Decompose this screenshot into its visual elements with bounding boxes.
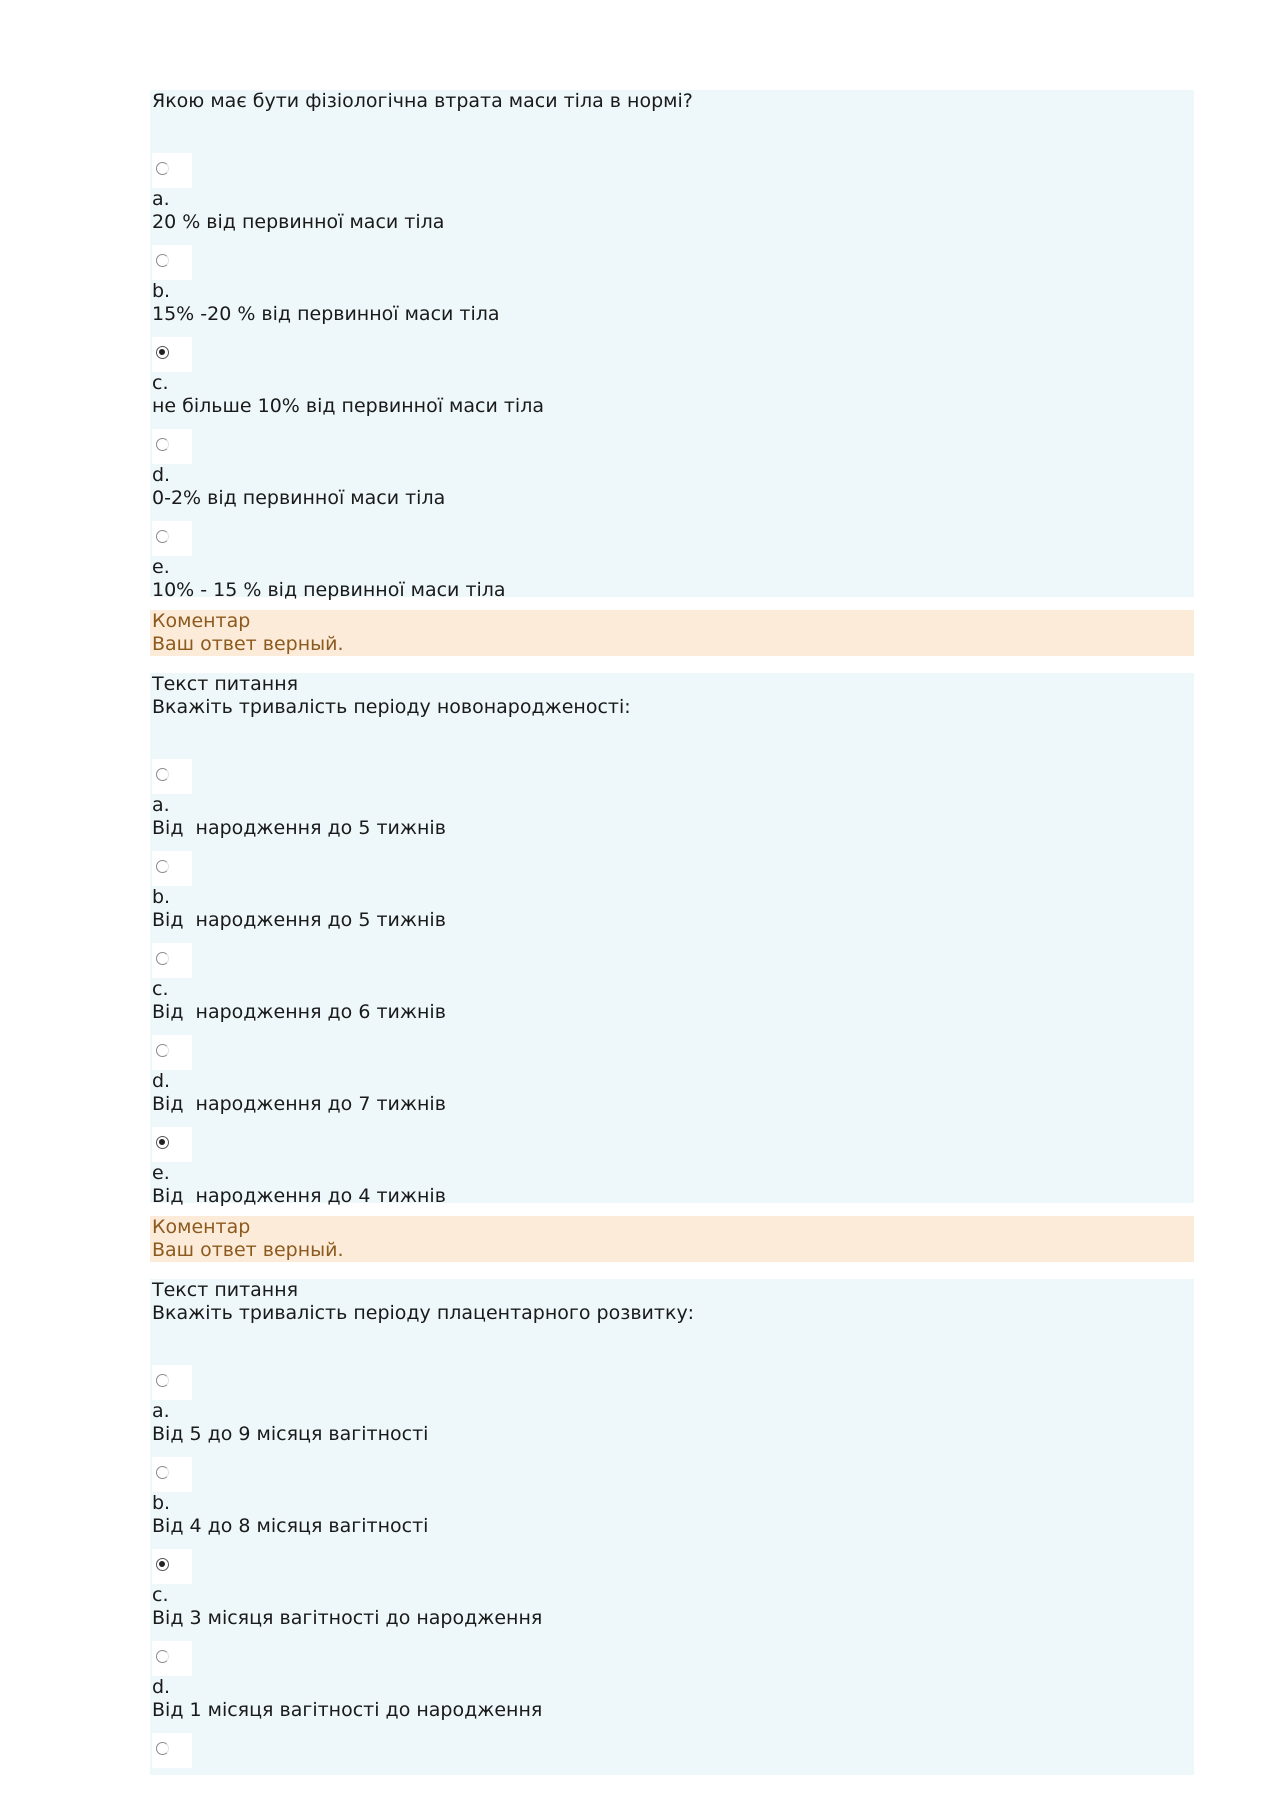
radio-container[interactable] (152, 1457, 192, 1492)
answer-option[interactable] (152, 1325, 1194, 1445)
answer-text: Від народження до 4 тижнів (152, 1185, 446, 1207)
answer-option[interactable] (152, 205, 1194, 325)
answer-option[interactable] (152, 1601, 1194, 1721)
answer-option[interactable] (152, 481, 1194, 601)
answer-letter: b. (152, 1492, 171, 1514)
answer-option[interactable] (152, 297, 1194, 417)
radio-button-selected[interactable] (156, 1558, 169, 1571)
radio-container[interactable] (152, 429, 192, 464)
radio-container[interactable] (152, 851, 192, 886)
answer-option[interactable] (152, 903, 1194, 1023)
feedback-comment (150, 1216, 1194, 1262)
radio-container[interactable] (152, 1733, 192, 1768)
answer-option[interactable] (152, 389, 1194, 509)
question-block-1 (150, 90, 1194, 601)
radio-container[interactable] (152, 759, 192, 794)
radio-container[interactable] (152, 337, 192, 372)
quiz-review-page (150, 90, 1194, 1775)
answer-text: Від 4 до 8 місяця вагітності (152, 1515, 429, 1537)
radio-container[interactable] (152, 1365, 192, 1400)
radio-button[interactable] (156, 1742, 169, 1755)
radio-container[interactable] (152, 1035, 192, 1070)
question-text: Вкажіть тривалість періоду плацентарного розвитку: (152, 1302, 695, 1324)
comment-label: Коментар (152, 610, 251, 632)
radio-button-selected[interactable] (156, 1136, 169, 1149)
comment-label: Коментар (152, 1216, 251, 1238)
radio-container[interactable] (152, 521, 192, 556)
answer-letter: d. (152, 1676, 171, 1698)
feedback-comment (150, 610, 1194, 656)
answer-text: Від народження до 5 тижнів (152, 909, 446, 931)
radio-container[interactable] (152, 153, 192, 188)
radio-button-selected[interactable] (156, 346, 169, 359)
answer-text: не більше 10% від первинної маси тіла (152, 395, 544, 417)
radio-button[interactable] (156, 254, 169, 267)
radio-button[interactable] (156, 530, 169, 543)
answer-text: 20 % від первинної маси тіла (152, 211, 445, 233)
radio-container[interactable] (152, 943, 192, 978)
answer-letter: b. (152, 280, 171, 302)
answer-letter: a. (152, 794, 170, 816)
answer-letter: c. (152, 978, 169, 1000)
answer-text: Від народження до 5 тижнів (152, 817, 446, 839)
question-block-2 (150, 673, 1194, 1207)
answer-letter: e. (152, 556, 170, 578)
radio-button[interactable] (156, 438, 169, 451)
radio-container[interactable] (152, 245, 192, 280)
answer-option[interactable] (152, 1509, 1194, 1629)
radio-button[interactable] (156, 1650, 169, 1663)
radio-button[interactable] (156, 162, 169, 175)
radio-container[interactable] (152, 1549, 192, 1584)
comment-text: Ваш ответ верный. (152, 1239, 344, 1261)
question-label: Текст питання (152, 1279, 299, 1301)
answer-text: Від 1 місяця вагітності до народження (152, 1699, 543, 1721)
answer-text: Від народження до 6 тижнів (152, 1001, 446, 1023)
comment-text: Ваш ответ верный. (152, 633, 344, 655)
answer-text: 10% - 15 % від первинної маси тіла (152, 579, 506, 601)
answer-letter: b. (152, 886, 171, 908)
answer-letter: a. (152, 188, 170, 210)
answer-letter: d. (152, 464, 171, 486)
radio-container[interactable] (152, 1127, 192, 1162)
answer-text: Від народження до 7 тижнів (152, 1093, 446, 1115)
radio-button[interactable] (156, 768, 169, 781)
answer-option[interactable] (152, 719, 1194, 839)
question-block-3 (150, 1279, 1194, 1775)
answer-letter: c. (152, 1584, 169, 1606)
answer-letter: e. (152, 1162, 170, 1184)
answer-option[interactable] (152, 113, 1194, 233)
answer-letter: a. (152, 1400, 170, 1422)
answer-text: Від 3 місяця вагітності до народження (152, 1607, 543, 1629)
answer-letter: c. (152, 372, 169, 394)
radio-button[interactable] (156, 860, 169, 873)
answer-option[interactable] (152, 811, 1194, 931)
radio-container[interactable] (152, 1641, 192, 1676)
radio-button[interactable] (156, 1466, 169, 1479)
question-text: Якою має бути фізіологічна втрата маси тіла в нормі? (152, 90, 693, 112)
answer-option[interactable] (152, 995, 1194, 1115)
answer-option[interactable] (152, 1417, 1194, 1537)
answer-text: 0-2% від первинної маси тіла (152, 487, 446, 509)
question-label: Текст питання (152, 673, 299, 695)
radio-button[interactable] (156, 1374, 169, 1387)
answer-text: 15% -20 % від первинної маси тіла (152, 303, 500, 325)
radio-button[interactable] (156, 952, 169, 965)
radio-button[interactable] (156, 1044, 169, 1057)
answer-option[interactable] (152, 1087, 1194, 1207)
answer-text: Від 5 до 9 місяця вагітності (152, 1423, 429, 1445)
answer-option[interactable] (152, 1693, 1194, 1773)
answer-letter: d. (152, 1070, 171, 1092)
question-text: Вкажіть тривалість періоду новонародженості: (152, 696, 631, 718)
